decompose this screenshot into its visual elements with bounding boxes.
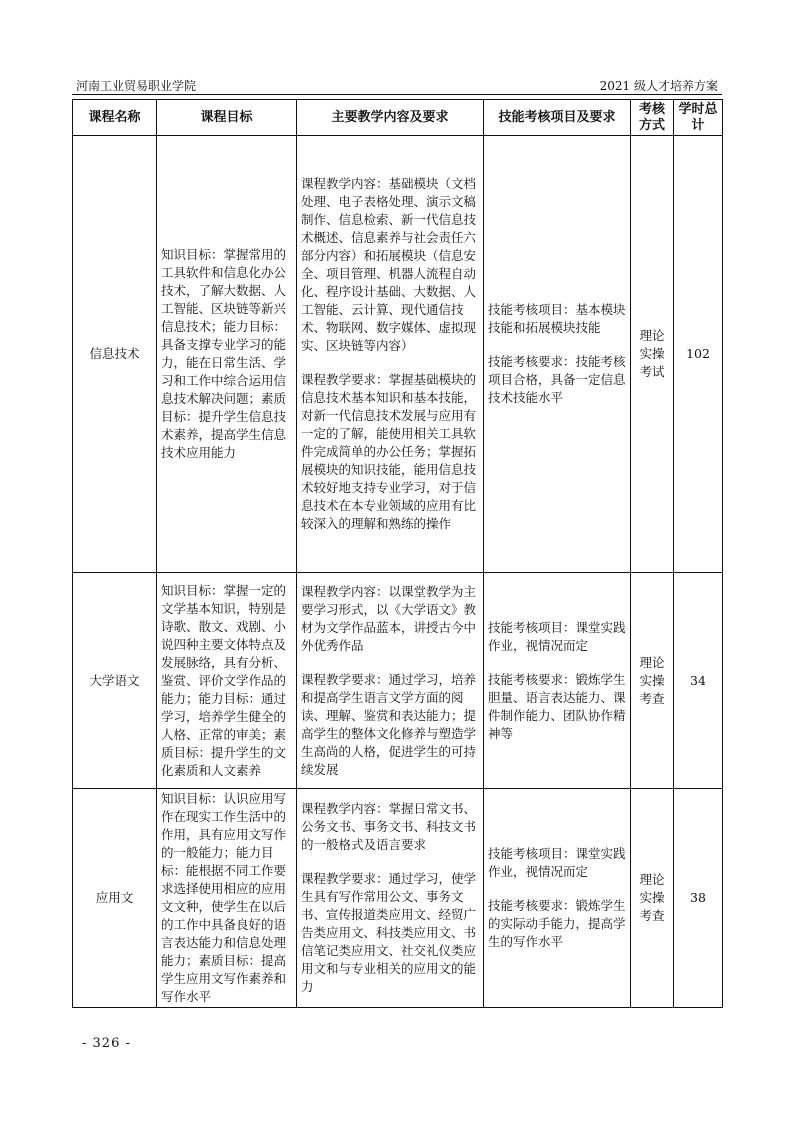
- table-row: [73, 789, 723, 1008]
- table-row: [73, 136, 723, 573]
- skill-item-text: 技能考核项目：课堂实践作业，视情况而定: [488, 846, 626, 879]
- course-goal-cell: 知识目标：掌握常用的工具软件和信息化办公技术，了解大数据、人工智能、区块链等新兴信息技术；能力目标：具备支撑专业学习的能力，能在日常生活、学习和工作中综合运用信息技术解决问题；素质目标：提升学生信息技术素养，提高学生信息技术应用能力: [157, 136, 297, 573]
- teaching-content-cell: [297, 136, 484, 573]
- course-name-cell: 大学语文: [73, 573, 157, 789]
- skill-assessment-cell: [484, 573, 631, 789]
- skill-requirement-text: 技能考核要求：锻炼学生胆量、语言表达能力、课件制作能力、团队协作精神等: [488, 671, 626, 741]
- page-number: - 326 -: [82, 1036, 131, 1051]
- total-hours-cell: 34: [674, 573, 723, 789]
- header-document-title: 2021 级人才培养方案: [599, 79, 718, 93]
- assessment-method-cell: 理论实操考试: [631, 136, 674, 573]
- skill-requirement-text: 技能考核要求：锻炼学生的实际动手能力，提高学生的写作水平: [488, 898, 626, 949]
- skill-requirement-text: 技能考核要求：技能考核项目合格，具备一定信息技术技能水平: [488, 354, 626, 405]
- header-school-name: 河南工业贸易职业学院: [76, 79, 197, 93]
- header-assessment-method: 考核方式: [631, 100, 674, 136]
- teaching-requirement-text: 课程教学要求：掌握基础模块的信息技术基本知识和基本技能，对新一代信息技术发展与应用有一定的了解，能使用相关工具软件完成简单的办公任务；掌握拓展模块的知识技能，能用信息技术较好地支持专业学习，对于信息技术在本专业领域的应用有比较深入的理解和熟练的操作: [301, 372, 477, 531]
- header-course-name: 课程名称: [73, 100, 157, 136]
- course-table: [72, 99, 723, 1008]
- header-total-hours: 学时总计: [674, 100, 723, 136]
- table-row: [73, 573, 723, 789]
- skill-assessment-cell: [484, 789, 631, 1008]
- course-goal-cell: 知识目标：掌握一定的文学基本知识，特别是诗歌、散文、戏剧、小说四种主要文体特点及发展脉络，具有分析、鉴赏、评价文学作品的能力；能力目标：通过学习，培养学生健全的人格、正常的审美；素质目标：提升学生的文化素质和人文素养: [157, 573, 297, 789]
- assessment-method-cell: 理论实操考查: [631, 573, 674, 789]
- header-skill-assessment: 技能考核项目及要求: [484, 100, 631, 136]
- teaching-requirement-text: 课程教学要求：通过学习，培养和提高学生语言文学方面的阅读、理解、鉴赏和表达能力；提高学生的整体文化修养与塑造学生高尚的人格，促进学生的可持续发展: [301, 671, 477, 777]
- header-rule: [72, 94, 722, 95]
- header-teaching-content: 主要教学内容及要求: [297, 100, 484, 136]
- teaching-content-text: 课程教学内容：基础模块（文档处理、电子表格处理、演示文稿制作、信息检索、新一代信息技术概述、信息素养与社会责任六部分内容）和拓展模块（信息安全、项目管理、机器人流程自动化、程序设计基础、大数据、人工智能、云计算、现代通信技术、物联网、数字媒体、虚拟现实、区块链等内容）: [301, 176, 477, 353]
- skill-item-text: 技能考核项目：基本模块技能和拓展模块技能: [488, 302, 626, 335]
- course-name-cell: 信息技术: [73, 136, 157, 573]
- page-header: [72, 76, 722, 96]
- teaching-content-cell: [297, 573, 484, 789]
- teaching-content-text: 课程教学内容：以课堂教学为主要学习形式，以《大学语文》教材为文学作品蓝本，讲授古今中外优秀作品: [301, 583, 477, 653]
- header-course-goal: 课程目标: [157, 100, 297, 136]
- course-name-cell: 应用文: [73, 789, 157, 1008]
- skill-item-text: 技能考核项目：课堂实践作业，视情况而定: [488, 619, 626, 653]
- total-hours-cell: 38: [674, 789, 723, 1008]
- assessment-method-cell: 理论实操考查: [631, 789, 674, 1008]
- skill-assessment-cell: [484, 136, 631, 573]
- table-header-row: [73, 100, 723, 136]
- teaching-content-text: 课程教学内容：掌握日常文书、公务文书、事务文书、科技文书的一般格式及语言要求: [301, 801, 477, 852]
- total-hours-cell: 102: [674, 136, 723, 573]
- teaching-requirement-text: 课程教学要求：通过学习，使学生具有写作常用公文、事务文书、宣传报道类应用文、经贸广告类应用文、科技类应用文、书信笔记类应用文、社交礼仪类应用文和与专业相关的应用文的能力: [301, 871, 477, 994]
- teaching-content-cell: [297, 789, 484, 1008]
- course-goal-cell: 知识目标：认识应用写作在现实工作生活中的作用，具有应用文写作的一般能力；能力目标：能根据不同工作要求选择使用相应的应用文文种，使学生在以后的工作中具备良好的语言表达能力和信息处理能力；素质目标：提高学生应用文写作素养和写作水平: [157, 789, 297, 1008]
